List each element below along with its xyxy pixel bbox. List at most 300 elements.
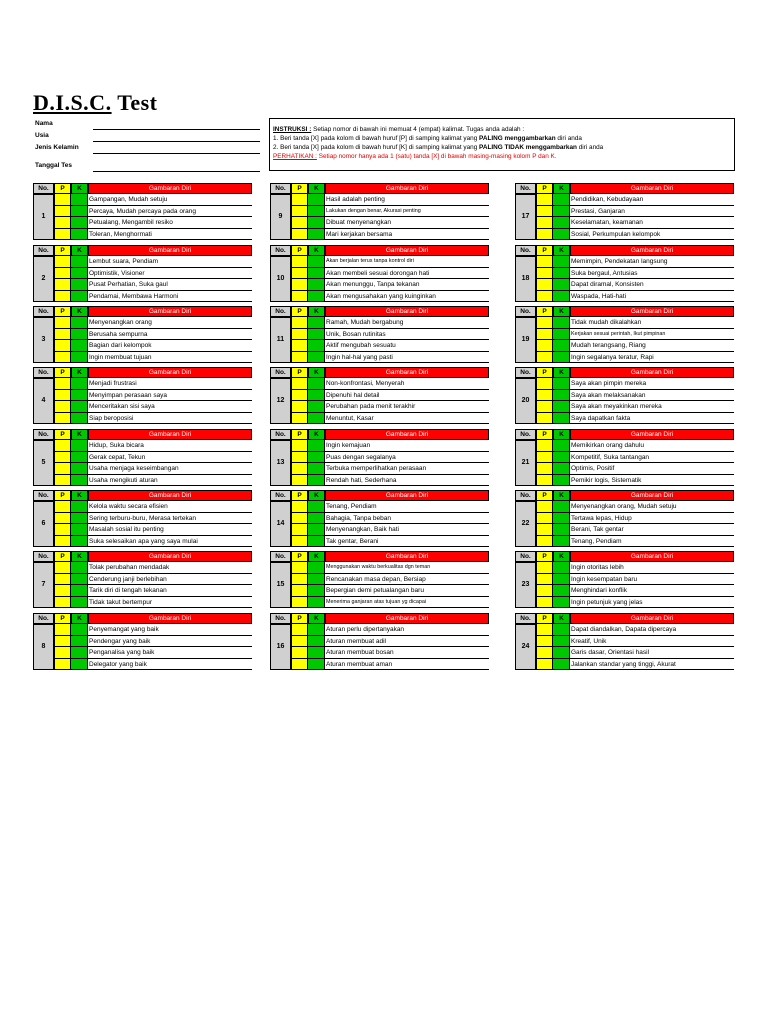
statement-text: Ingin kemajuan [325,440,489,452]
k-checkbox-cell[interactable] [71,256,88,268]
statement-row [54,329,252,341]
header-gambaran-diri: Gambaran Diri [88,183,252,194]
k-checkbox-cell[interactable] [71,229,88,241]
k-checkbox-cell[interactable] [553,401,570,413]
k-checkbox-cell[interactable] [308,340,325,352]
k-checkbox-cell[interactable] [553,585,570,597]
header-k: K [308,183,325,194]
p-checkbox-cell[interactable] [536,524,553,536]
k-checkbox-cell[interactable] [308,574,325,586]
group-number: 8 [33,624,54,670]
statement-row [291,585,489,597]
group-number: 17 [515,194,536,240]
k-checkbox-cell[interactable] [553,475,570,487]
p-checkbox-cell[interactable] [291,317,308,329]
header-p: P [291,490,308,501]
question-group [270,367,489,424]
p-checkbox-cell[interactable] [54,329,71,341]
header-p: P [536,490,553,501]
p-checkbox-cell[interactable] [536,597,553,609]
k-checkbox-cell[interactable] [71,352,88,364]
p-checkbox-cell[interactable] [291,501,308,513]
k-checkbox-cell[interactable] [553,524,570,536]
header-gambaran-diri: Gambaran Diri [325,367,489,378]
question-group [515,306,734,363]
k-checkbox-cell[interactable] [71,513,88,525]
statement-text: Menghindari konflik [570,585,734,597]
k-checkbox-cell[interactable] [553,352,570,364]
header-p: P [291,613,308,624]
p-checkbox-cell[interactable] [54,647,71,659]
p-checkbox-cell[interactable] [54,501,71,513]
k-checkbox-cell[interactable] [553,513,570,525]
k-checkbox-cell[interactable] [553,329,570,341]
k-checkbox-cell[interactable] [553,574,570,586]
k-checkbox-cell[interactable] [553,390,570,402]
p-checkbox-cell[interactable] [291,513,308,525]
header-p: P [536,306,553,317]
p-checkbox-cell[interactable] [54,378,71,390]
k-checkbox-cell[interactable] [553,452,570,464]
k-checkbox-cell[interactable] [553,340,570,352]
header-gambaran-diri: Gambaran Diri [88,490,252,501]
statement-row [536,452,734,464]
statement-text: Kelola waktu secara efisien [88,501,252,513]
header-no: No. [33,490,54,501]
p-checkbox-cell[interactable] [536,317,553,329]
group-number: 4 [33,378,54,424]
p-checkbox-cell[interactable] [536,562,553,574]
p-checkbox-cell[interactable] [291,229,308,241]
k-checkbox-cell[interactable] [553,256,570,268]
p-checkbox-cell[interactable] [291,659,308,671]
k-checkbox-cell[interactable] [308,194,325,206]
p-checkbox-cell[interactable] [54,206,71,218]
p-checkbox-cell[interactable] [536,440,553,452]
k-checkbox-cell[interactable] [553,378,570,390]
k-checkbox-cell[interactable] [308,279,325,291]
statement-row [291,597,489,609]
k-checkbox-cell[interactable] [71,536,88,548]
k-checkbox-cell[interactable] [308,647,325,659]
k-checkbox-cell[interactable] [71,597,88,609]
p-checkbox-cell[interactable] [291,256,308,268]
statement-text: Menyenangkan, Baik hati [325,524,489,536]
k-checkbox-cell[interactable] [71,291,88,303]
p-checkbox-cell[interactable] [291,536,308,548]
statement-text: Pusat Perhatian, Suka gaul [88,279,252,291]
p-checkbox-cell[interactable] [54,256,71,268]
p-checkbox-cell[interactable] [54,524,71,536]
header-k: K [553,183,570,194]
p-checkbox-cell[interactable] [536,217,553,229]
header-no: No. [33,306,54,317]
statement-row [536,340,734,352]
statement-row [54,597,252,609]
p-checkbox-cell[interactable] [536,413,553,425]
question-group [270,429,489,486]
group-header [515,306,734,317]
k-checkbox-cell[interactable] [308,206,325,218]
p-checkbox-cell[interactable] [291,340,308,352]
k-checkbox-cell[interactable] [553,501,570,513]
p-checkbox-cell[interactable] [291,329,308,341]
k-checkbox-cell[interactable] [71,194,88,206]
group-header [33,367,252,378]
statement-row [291,659,489,671]
p-checkbox-cell[interactable] [291,624,308,636]
p-checkbox-cell[interactable] [291,217,308,229]
k-checkbox-cell[interactable] [308,352,325,364]
group-header [515,551,734,562]
p-checkbox-cell[interactable] [54,340,71,352]
p-checkbox-cell[interactable] [536,463,553,475]
p-checkbox-cell[interactable] [291,562,308,574]
k-checkbox-cell[interactable] [553,440,570,452]
k-checkbox-cell[interactable] [553,659,570,671]
k-checkbox-cell[interactable] [553,413,570,425]
k-checkbox-cell[interactable] [553,217,570,229]
p-checkbox-cell[interactable] [54,513,71,525]
usia-input-line[interactable] [93,141,260,142]
p-checkbox-cell[interactable] [536,624,553,636]
header-gambaran-diri: Gambaran Diri [325,490,489,501]
k-checkbox-cell[interactable] [308,440,325,452]
statement-row [291,636,489,648]
group-header [270,490,489,501]
p-checkbox-cell[interactable] [54,229,71,241]
statement-text: Tak gentar, Berani [325,536,489,548]
p-checkbox-cell[interactable] [54,659,71,671]
group-header [515,490,734,501]
k-checkbox-cell[interactable] [553,279,570,291]
k-checkbox-cell[interactable] [71,452,88,464]
group-header [33,429,252,440]
k-checkbox-cell[interactable] [71,206,88,218]
warning-text: Setiap nomor hanya ada 1 (satu) tanda [X] di bawah masing-masing kolom P dan K. [316,153,557,160]
k-checkbox-cell[interactable] [71,401,88,413]
instructions-label: INSTRUKSI : [273,126,312,133]
k-checkbox-cell[interactable] [71,413,88,425]
k-checkbox-cell[interactable] [71,378,88,390]
p-checkbox-cell[interactable] [536,585,553,597]
k-checkbox-cell[interactable] [308,624,325,636]
p-checkbox-cell[interactable] [54,413,71,425]
p-checkbox-cell[interactable] [536,229,553,241]
k-checkbox-cell[interactable] [71,463,88,475]
k-checkbox-cell[interactable] [308,536,325,548]
statement-row [54,317,252,329]
k-checkbox-cell[interactable] [553,194,570,206]
p-checkbox-cell[interactable] [54,624,71,636]
p-checkbox-cell[interactable] [536,513,553,525]
question-group [270,306,489,363]
p-checkbox-cell[interactable] [291,401,308,413]
k-checkbox-cell[interactable] [71,647,88,659]
p-checkbox-cell[interactable] [536,636,553,648]
tanggal-tes-input-line[interactable] [93,171,260,172]
p-checkbox-cell[interactable] [54,475,71,487]
p-checkbox-cell[interactable] [54,291,71,303]
statement-text: Memimpin, Pendekatan langsung [570,256,734,268]
k-checkbox-cell[interactable] [308,562,325,574]
statement-row [536,291,734,303]
p-checkbox-cell[interactable] [54,401,71,413]
k-checkbox-cell[interactable] [71,501,88,513]
group-header [33,490,252,501]
header-gambaran-diri: Gambaran Diri [325,245,489,256]
k-checkbox-cell[interactable] [553,291,570,303]
p-checkbox-cell[interactable] [54,317,71,329]
k-checkbox-cell[interactable] [71,390,88,402]
p-checkbox-cell[interactable] [536,647,553,659]
k-checkbox-cell[interactable] [553,562,570,574]
p-checkbox-cell[interactable] [536,291,553,303]
k-checkbox-cell[interactable] [71,329,88,341]
statement-text: Ingin membuat tujuan [88,352,252,364]
k-checkbox-cell[interactable] [71,217,88,229]
p-checkbox-cell[interactable] [291,463,308,475]
k-checkbox-cell[interactable] [308,513,325,525]
header-no: No. [515,245,536,256]
p-checkbox-cell[interactable] [54,279,71,291]
p-checkbox-cell[interactable] [536,574,553,586]
group-number: 21 [515,440,536,486]
p-checkbox-cell[interactable] [536,206,553,218]
statement-text: Menerima ganjaran atas tujuan yg dicapai [325,597,489,609]
p-checkbox-cell[interactable] [536,268,553,280]
k-checkbox-cell[interactable] [71,562,88,574]
statement-row [291,524,489,536]
header-gambaran-diri: Gambaran Diri [325,429,489,440]
k-checkbox-cell[interactable] [553,206,570,218]
k-checkbox-cell[interactable] [308,524,325,536]
k-checkbox-cell[interactable] [308,475,325,487]
p-checkbox-cell[interactable] [54,268,71,280]
nama-input-line[interactable] [93,129,260,130]
p-checkbox-cell[interactable] [536,501,553,513]
p-checkbox-cell[interactable] [54,636,71,648]
k-checkbox-cell[interactable] [553,647,570,659]
statement-text: Prestasi, Ganjaran [570,206,734,218]
p-checkbox-cell[interactable] [291,636,308,648]
statement-text: Suka bergaul, Antusias [570,268,734,280]
p-checkbox-cell[interactable] [536,340,553,352]
p-checkbox-cell[interactable] [54,536,71,548]
p-checkbox-cell[interactable] [54,574,71,586]
instructions-intro [273,125,731,134]
p-checkbox-cell[interactable] [536,452,553,464]
k-checkbox-cell[interactable] [308,317,325,329]
group-header [270,551,489,562]
p-checkbox-cell[interactable] [291,352,308,364]
group-header [270,183,489,194]
p-checkbox-cell[interactable] [291,390,308,402]
k-checkbox-cell[interactable] [553,268,570,280]
p-checkbox-cell[interactable] [291,378,308,390]
p-checkbox-cell[interactable] [536,401,553,413]
p-checkbox-cell[interactable] [291,413,308,425]
statement-text: Gampangan, Mudah setuju [88,194,252,206]
statement-row [54,452,252,464]
k-checkbox-cell[interactable] [308,463,325,475]
statement-text: Menceritakan sisi saya [88,401,252,413]
k-checkbox-cell[interactable] [308,268,325,280]
k-checkbox-cell[interactable] [71,636,88,648]
p-checkbox-cell[interactable] [536,390,553,402]
p-checkbox-cell[interactable] [536,279,553,291]
p-checkbox-cell[interactable] [536,256,553,268]
p-checkbox-cell[interactable] [536,329,553,341]
statement-row [536,636,734,648]
k-checkbox-cell[interactable] [71,440,88,452]
statement-text: Aturan membuat adil [325,636,489,648]
p-checkbox-cell[interactable] [291,194,308,206]
header-p: P [291,183,308,194]
k-checkbox-cell[interactable] [71,624,88,636]
statement-row [536,317,734,329]
k-checkbox-cell[interactable] [308,401,325,413]
p-checkbox-cell[interactable] [536,536,553,548]
statement-row [291,317,489,329]
p-checkbox-cell[interactable] [54,217,71,229]
statement-row [536,390,734,402]
statement-text: Petualang, Mengambil resiko [88,217,252,229]
statement-row [536,524,734,536]
p-checkbox-cell[interactable] [536,194,553,206]
k-checkbox-cell[interactable] [308,378,325,390]
question-group [33,306,252,363]
statement-row [536,624,734,636]
instructions-step-2 [273,143,731,152]
k-checkbox-cell[interactable] [71,279,88,291]
statement-row [54,636,252,648]
k-checkbox-cell[interactable] [71,317,88,329]
k-checkbox-cell[interactable] [553,624,570,636]
header-no: No. [270,183,291,194]
p-checkbox-cell[interactable] [291,452,308,464]
p-checkbox-cell[interactable] [54,585,71,597]
p-checkbox-cell[interactable] [291,597,308,609]
group-header [33,306,252,317]
p-checkbox-cell[interactable] [536,475,553,487]
k-checkbox-cell[interactable] [308,597,325,609]
p-checkbox-cell[interactable] [54,597,71,609]
header-k: K [71,306,88,317]
k-checkbox-cell[interactable] [71,585,88,597]
p-checkbox-cell[interactable] [536,659,553,671]
k-checkbox-cell[interactable] [71,475,88,487]
statement-row [536,647,734,659]
k-checkbox-cell[interactable] [71,524,88,536]
jenis-kelamin-input-line[interactable] [93,153,260,154]
group-number: 7 [33,562,54,608]
statement-text: Dapat diramal, Konsisten [570,279,734,291]
statement-text: Keselamatan, keamanan [570,217,734,229]
p-checkbox-cell[interactable] [291,647,308,659]
header-p: P [536,613,553,624]
k-checkbox-cell[interactable] [308,256,325,268]
p-checkbox-cell[interactable] [54,452,71,464]
question-group [515,183,734,240]
p-checkbox-cell[interactable] [291,440,308,452]
p-checkbox-cell[interactable] [291,206,308,218]
k-checkbox-cell[interactable] [71,659,88,671]
statement-row [291,501,489,513]
k-checkbox-cell[interactable] [553,229,570,241]
k-checkbox-cell[interactable] [71,340,88,352]
k-checkbox-cell[interactable] [553,536,570,548]
p-checkbox-cell[interactable] [291,585,308,597]
statement-row [536,413,734,425]
header-gambaran-diri: Gambaran Diri [88,367,252,378]
header-k: K [308,613,325,624]
statement-text: Tolak perubahan mendadak [88,562,252,574]
k-checkbox-cell[interactable] [308,501,325,513]
statement-text: Lembut suara, Pendiam [88,256,252,268]
k-checkbox-cell[interactable] [308,585,325,597]
k-checkbox-cell[interactable] [308,636,325,648]
p-checkbox-cell[interactable] [54,352,71,364]
p-checkbox-cell[interactable] [291,574,308,586]
statement-text: Cenderung janji berlebihan [88,574,252,586]
statement-row [54,536,252,548]
header-p: P [54,306,71,317]
p-checkbox-cell[interactable] [54,562,71,574]
p-checkbox-cell[interactable] [54,463,71,475]
question-group [33,367,252,424]
statement-text: Dapat diandalkan, Dapata dipercaya [570,624,734,636]
statement-row [54,562,252,574]
p-checkbox-cell[interactable] [54,194,71,206]
group-number: 5 [33,440,54,486]
statement-text: Menjadi frustrasi [88,378,252,390]
p-checkbox-cell[interactable] [291,291,308,303]
statement-row [54,217,252,229]
k-checkbox-cell[interactable] [553,636,570,648]
k-checkbox-cell[interactable] [308,413,325,425]
header-k: K [553,551,570,562]
k-checkbox-cell[interactable] [308,390,325,402]
k-checkbox-cell[interactable] [308,329,325,341]
p-checkbox-cell[interactable] [54,440,71,452]
header-gambaran-diri: Gambaran Diri [570,490,734,501]
step-1-end: diri anda [555,135,582,142]
p-checkbox-cell[interactable] [536,378,553,390]
k-checkbox-cell[interactable] [308,229,325,241]
k-checkbox-cell[interactable] [71,268,88,280]
p-checkbox-cell[interactable] [536,352,553,364]
k-checkbox-cell[interactable] [553,463,570,475]
k-checkbox-cell[interactable] [553,597,570,609]
k-checkbox-cell[interactable] [71,574,88,586]
header-k: K [71,429,88,440]
k-checkbox-cell[interactable] [308,217,325,229]
p-checkbox-cell[interactable] [291,475,308,487]
statement-row [54,413,252,425]
statement-text: Pendidikan, Kebudayaan [570,194,734,206]
k-checkbox-cell[interactable] [553,317,570,329]
p-checkbox-cell[interactable] [54,390,71,402]
k-checkbox-cell[interactable] [308,452,325,464]
header-no: No. [33,183,54,194]
p-checkbox-cell[interactable] [291,268,308,280]
p-checkbox-cell[interactable] [291,279,308,291]
k-checkbox-cell[interactable] [308,291,325,303]
question-group [270,551,489,608]
p-checkbox-cell[interactable] [291,524,308,536]
k-checkbox-cell[interactable] [308,659,325,671]
